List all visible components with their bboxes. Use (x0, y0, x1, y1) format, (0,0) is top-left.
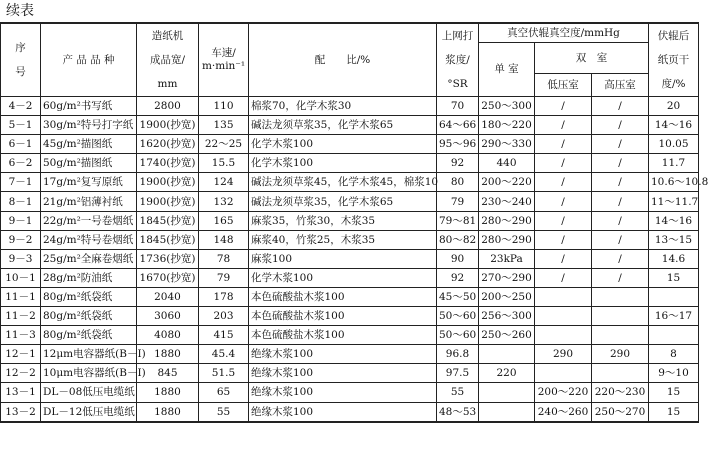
cell-dryness: 10.05 (649, 135, 699, 154)
cell-product: 30g/m²特号打字纸 (41, 116, 137, 135)
cell-single: 230～240 (479, 192, 535, 211)
cell-width: 2800 (137, 97, 199, 116)
header-beating (437, 23, 479, 97)
cell-no: 4－2 (1, 97, 41, 116)
cell-width: 1620(抄宽) (137, 135, 199, 154)
cell-high: / (592, 249, 649, 268)
cell-low (535, 287, 592, 306)
cell-beating: 64～66 (437, 116, 479, 135)
header-no-line1: 序 (15, 42, 26, 54)
cell-ratio: 碱法龙须草浆45，化学木浆45，棉浆10 (249, 173, 437, 192)
cell-single: 290～330 (479, 135, 535, 154)
cell-speed: 110 (199, 97, 249, 116)
cell-low: / (535, 192, 592, 211)
cell-high: / (592, 154, 649, 173)
cell-single: 23kPa (479, 249, 535, 268)
cell-speed: 203 (199, 307, 249, 326)
cell-high (592, 307, 649, 326)
cell-product: 17g/m²复写原纸 (41, 173, 137, 192)
table-row (1, 97, 699, 116)
cell-low: / (535, 211, 592, 230)
table-row (1, 287, 699, 306)
cell-dryness: 8 (649, 345, 699, 364)
header-dryness (649, 23, 699, 97)
table-row (1, 154, 699, 173)
header-low: 低压室 (535, 74, 592, 97)
cell-low: / (535, 249, 592, 268)
cell-dryness: 16～17 (649, 307, 699, 326)
cell-no: 11－3 (1, 326, 41, 345)
cell-beating: 80 (437, 173, 479, 192)
cell-single: 200～250 (479, 287, 535, 306)
header-dryness-line3: 度/% (661, 78, 686, 90)
header-speed-line2: m·min⁻¹ (201, 60, 246, 72)
header-speed-line1: 车速/ (211, 47, 236, 59)
header-single: 单 室 (479, 43, 535, 97)
cell-ratio: 碱法龙须草浆35，化学木浆65 (249, 192, 437, 211)
table-row (1, 402, 699, 422)
cell-ratio: 麻浆100 (249, 249, 437, 268)
cell-ratio: 绝缘木浆100 (249, 364, 437, 383)
cell-dryness: 10.6～10.8 (649, 173, 699, 192)
cell-ratio: 麻浆40，竹浆25，木浆35 (249, 230, 437, 249)
table-body (1, 97, 708, 422)
cell-high (592, 287, 649, 306)
cell-ratio: 碱法龙须草浆35，化学木浆65 (249, 116, 437, 135)
cell-high: / (592, 268, 649, 287)
cell-low: / (535, 154, 592, 173)
cell-low: 290 (535, 345, 592, 364)
cell-no: 9－2 (1, 230, 41, 249)
cell-width: 1736(抄宽) (137, 249, 199, 268)
cell-high: / (592, 173, 649, 192)
cell-dryness: 9～10 (649, 364, 699, 383)
cell-speed: 124 (199, 173, 249, 192)
cell-beating: 80～82 (437, 230, 479, 249)
table-row (1, 211, 699, 230)
header-beating-line2: 浆度/ (445, 54, 470, 66)
cell-product: 12μm电容器纸(B－Ⅰ) (41, 345, 137, 364)
cell-no: 10－1 (1, 268, 41, 287)
header-dryness-line1: 伏辊后 (657, 30, 690, 42)
cell-high: / (592, 192, 649, 211)
cell-high (592, 326, 649, 345)
table-row (1, 364, 699, 383)
cell-no: 5－1 (1, 116, 41, 135)
cell-single (479, 383, 535, 402)
cell-width: 845 (137, 364, 199, 383)
cell-speed: 79 (199, 268, 249, 287)
table-row (1, 345, 699, 364)
header-dryness-line2: 纸页干 (657, 54, 690, 66)
cell-no: 6－2 (1, 154, 41, 173)
cell-high: / (592, 211, 649, 230)
cell-width: 1880 (137, 345, 199, 364)
cell-speed: 132 (199, 192, 249, 211)
table-row (1, 135, 699, 154)
cell-dryness: 14～16 (649, 116, 699, 135)
cell-single: 280～290 (479, 230, 535, 249)
cell-beating: 92 (437, 154, 479, 173)
cell-width: 1900(抄宽) (137, 192, 199, 211)
cell-no: 8－1 (1, 192, 41, 211)
cell-dryness: 15 (649, 383, 699, 402)
cell-product: 80g/m²纸袋纸 (41, 326, 137, 345)
cell-ratio: 绝缘木浆100 (249, 383, 437, 402)
cell-no: 12－1 (1, 345, 41, 364)
cell-dryness: 11.7 (649, 154, 699, 173)
table-row (1, 230, 699, 249)
cell-speed: 78 (199, 249, 249, 268)
header-ratio: 配 比/% (249, 23, 437, 97)
cell-beating: 92 (437, 268, 479, 287)
cell-width: 1845(抄宽) (137, 211, 199, 230)
cell-beating: 50～60 (437, 307, 479, 326)
cell-no: 13－1 (1, 383, 41, 402)
cell-product: 45g/m²描图纸 (41, 135, 137, 154)
cell-product: 21g/m²铝薄衬纸 (41, 192, 137, 211)
cell-width: 1670(抄宽) (137, 268, 199, 287)
cell-product: 24g/m²特号卷烟纸 (41, 230, 137, 249)
cell-dryness (649, 287, 699, 306)
header-no (1, 23, 41, 97)
cell-single: 280～290 (479, 211, 535, 230)
cell-low: 200～220 (535, 383, 592, 402)
cell-speed: 415 (199, 326, 249, 345)
table-row (1, 249, 699, 268)
header-high: 高压室 (592, 74, 649, 97)
cell-speed: 65 (199, 383, 249, 402)
cell-beating: 96.8 (437, 345, 479, 364)
cell-low: / (535, 116, 592, 135)
cell-single (479, 402, 535, 422)
table-row (1, 383, 699, 402)
header-speed (199, 23, 249, 97)
cell-high: 250～270 (592, 402, 649, 422)
header-width (137, 23, 199, 97)
cell-single: 180～220 (479, 116, 535, 135)
cell-speed: 51.5 (199, 364, 249, 383)
cell-high: / (592, 97, 649, 116)
cell-single: 220 (479, 364, 535, 383)
cell-single: 200～220 (479, 173, 535, 192)
cell-single: 270～290 (479, 268, 535, 287)
cell-beating: 97.5 (437, 364, 479, 383)
cell-low: / (535, 230, 592, 249)
cell-low: 240～260 (535, 402, 592, 422)
cell-product: 25g/m²全麻卷烟纸 (41, 249, 137, 268)
cell-product: 50g/m²描图纸 (41, 154, 137, 173)
cell-high: 220～230 (592, 383, 649, 402)
cell-product: 60g/m²书写纸 (41, 97, 137, 116)
cell-dryness: 15 (649, 268, 699, 287)
header-double-group: 双 室 (535, 43, 649, 74)
header-vacuum-group: 真空伏辊真空度/mmHg (479, 23, 649, 43)
cell-single (479, 345, 535, 364)
table-row (1, 116, 699, 135)
cell-width: 4080 (137, 326, 199, 345)
table-row (1, 326, 699, 345)
cell-dryness (649, 326, 699, 345)
cell-low (535, 307, 592, 326)
cell-product: 22g/m²一号卷烟纸 (41, 211, 137, 230)
cell-no: 11－2 (1, 307, 41, 326)
cell-dryness: 20 (649, 97, 699, 116)
cell-speed: 45.4 (199, 345, 249, 364)
cell-ratio: 本色硫酸盐木浆100 (249, 307, 437, 326)
cell-width: 2040 (137, 287, 199, 306)
cell-speed: 178 (199, 287, 249, 306)
cell-high: 290 (592, 345, 649, 364)
cell-width: 1880 (137, 383, 199, 402)
cell-ratio: 化学木浆100 (249, 135, 437, 154)
table-caption: 续表 (6, 3, 34, 19)
cell-low: / (535, 268, 592, 287)
cell-beating: 79 (437, 192, 479, 211)
table-row (1, 173, 699, 192)
cell-width: 1845(抄宽) (137, 230, 199, 249)
cell-dryness: 11～11.7 (649, 192, 699, 211)
cell-no: 12－2 (1, 364, 41, 383)
header-no-line2: 号 (15, 66, 26, 78)
cell-beating: 70 (437, 97, 479, 116)
cell-high (592, 364, 649, 383)
cell-speed: 148 (199, 230, 249, 249)
cell-single: 256～300 (479, 307, 535, 326)
cell-low: / (535, 135, 592, 154)
cell-no: 13－2 (1, 402, 41, 422)
cell-single: 440 (479, 154, 535, 173)
paper-machine-table (0, 22, 708, 423)
cell-low: / (535, 173, 592, 192)
cell-dryness: 14～16 (649, 211, 699, 230)
cell-width: 1880 (137, 402, 199, 422)
table-row (1, 307, 699, 326)
cell-speed: 165 (199, 211, 249, 230)
cell-width: 1900(抄宽) (137, 173, 199, 192)
header-product: 产 品 品 种 (41, 23, 137, 97)
cell-product: 28g/m²防油纸 (41, 268, 137, 287)
cell-low (535, 326, 592, 345)
table-row (1, 268, 699, 287)
cell-ratio: 本色硫酸盐木浆100 (249, 287, 437, 306)
cell-low: / (535, 97, 592, 116)
cell-ratio: 化学木浆100 (249, 268, 437, 287)
cell-no: 9－3 (1, 249, 41, 268)
cell-no: 6－1 (1, 135, 41, 154)
cell-dryness: 15 (649, 402, 699, 422)
cell-beating: 55 (437, 383, 479, 402)
header-width-line2: 成品宽/ (149, 54, 186, 66)
cell-single: 250～260 (479, 326, 535, 345)
cell-no: 7－1 (1, 173, 41, 192)
cell-ratio: 绝缘木浆100 (249, 345, 437, 364)
cell-beating: 95～96 (437, 135, 479, 154)
cell-speed: 55 (199, 402, 249, 422)
cell-dryness: 13～15 (649, 230, 699, 249)
cell-ratio: 麻浆35，竹浆30，木浆35 (249, 211, 437, 230)
cell-speed: 135 (199, 116, 249, 135)
cell-ratio: 本色硫酸盐木浆100 (249, 326, 437, 345)
header-beating-line1: 上网打 (441, 30, 474, 42)
cell-product: 10μm电容器纸(B－Ⅰ) (41, 364, 137, 383)
cell-dryness: 14.6 (649, 249, 699, 268)
cell-ratio: 绝缘木浆100 (249, 402, 437, 422)
cell-product: DL－12低压电缆纸 (41, 402, 137, 422)
header-width-line3: mm (157, 78, 178, 90)
cell-speed: 15.5 (199, 154, 249, 173)
cell-width: 3060 (137, 307, 199, 326)
cell-beating: 45～50 (437, 287, 479, 306)
header-width-line1: 造纸机 (151, 30, 184, 42)
cell-beating: 48～53 (437, 402, 479, 422)
cell-no: 11－1 (1, 287, 41, 306)
cell-product: DL－08低压电缆纸 (41, 383, 137, 402)
cell-beating: 90 (437, 249, 479, 268)
cell-width: 1900(抄宽) (137, 116, 199, 135)
cell-single: 250～300 (479, 97, 535, 116)
cell-ratio: 棉浆70，化学木浆30 (249, 97, 437, 116)
cell-beating: 79～81 (437, 211, 479, 230)
table-row (1, 192, 699, 211)
cell-high: / (592, 230, 649, 249)
header-beating-line3: °SR (447, 78, 468, 90)
cell-beating: 50～60 (437, 326, 479, 345)
cell-speed: 22～25 (199, 135, 249, 154)
cell-high: / (592, 116, 649, 135)
cell-high: / (592, 135, 649, 154)
cell-no: 9－1 (1, 211, 41, 230)
cell-ratio: 化学木浆100 (249, 154, 437, 173)
cell-product: 80g/m²纸袋纸 (41, 307, 137, 326)
cell-product: 80g/m²纸袋纸 (41, 287, 137, 306)
cell-low (535, 364, 592, 383)
cell-width: 1740(抄宽) (137, 154, 199, 173)
